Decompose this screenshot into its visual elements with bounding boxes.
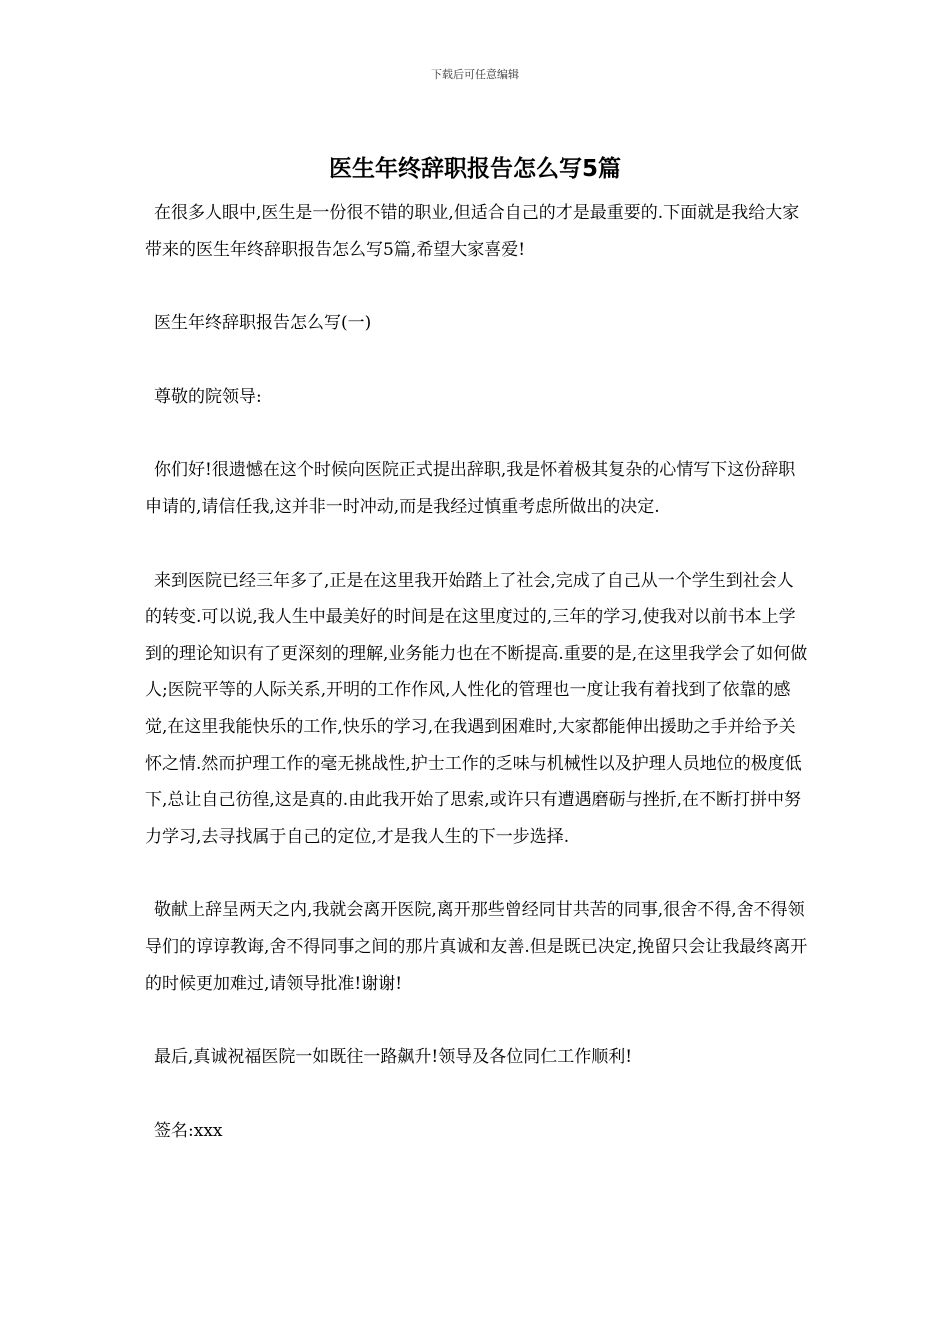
document-body bbox=[145, 195, 810, 1186]
intro-paragraph: 在很多人眼中,医生是一份很不错的职业,但适合自己的才是最重要的.下面就是我给大家带来的医生年终辞职报告怎么写5篇,希望大家喜爱! bbox=[145, 203, 800, 260]
document-title: 医生年终辞职报告怎么写5篇 bbox=[328, 156, 621, 182]
body-paragraph: 你们好!很遗憾在这个时候向医院正式提出辞职,我是怀着极其复杂的心情写下这份辞职申请的,请信任我,这并非一时冲动,而是我经过慎重考虑所做出的决定. bbox=[145, 460, 796, 517]
salutation: 尊敬的院领导: bbox=[154, 386, 262, 407]
closing-paragraph: 最后,真诚祝福医院一如既往一路飙升!领导及各位同仁工作顺利! bbox=[154, 1047, 633, 1068]
body-paragraph: 来到医院已经三年多了,正是在这里我开始踏上了社会,完成了自己从一个学生到社会人的转变.可以说,我人生中最美好的时间是在这里度过的,三年的学习,使我对以前书本上学到的理论知识有了更深刻的理解,业务能力也在不断提高.重要的是,在这里我学会了如何做人;医院平等的人际关系,开明的工作作风,人性化的管理也一度让我有着找到了依靠的感觉,在这里我能快乐的工作,快乐的学习,在我遇到困难时,大家都能伸出援助之手并给予关怀之情.然而护理工作的毫无挑战性,护士工作的乏味与机械性以及护理人员地位的极度低下,总让自己彷徨,这是真的.由此我开始了思索,或许只有遭遇磨砺与挫折,在不断打拼中努力学习,去寻找属于自己的定位,才是我人生的下一步选择. bbox=[145, 570, 808, 847]
header-note: 下载后可任意编辑 bbox=[431, 68, 519, 81]
body-paragraph: 敬献上辞呈两天之内,我就会离开医院,离开那些曾经同甘共苦的同事,很舍不得,舍不得领导们的谆谆教诲,舍不得同事之间的那片真诚和友善.但是既已决定,挽留只会让我最终离开的时候更加难过,请领导批准!谢谢! bbox=[145, 900, 808, 994]
signature: 签名:xxx bbox=[154, 1120, 223, 1141]
section-heading: 医生年终辞职报告怎么写(一) bbox=[154, 313, 372, 334]
